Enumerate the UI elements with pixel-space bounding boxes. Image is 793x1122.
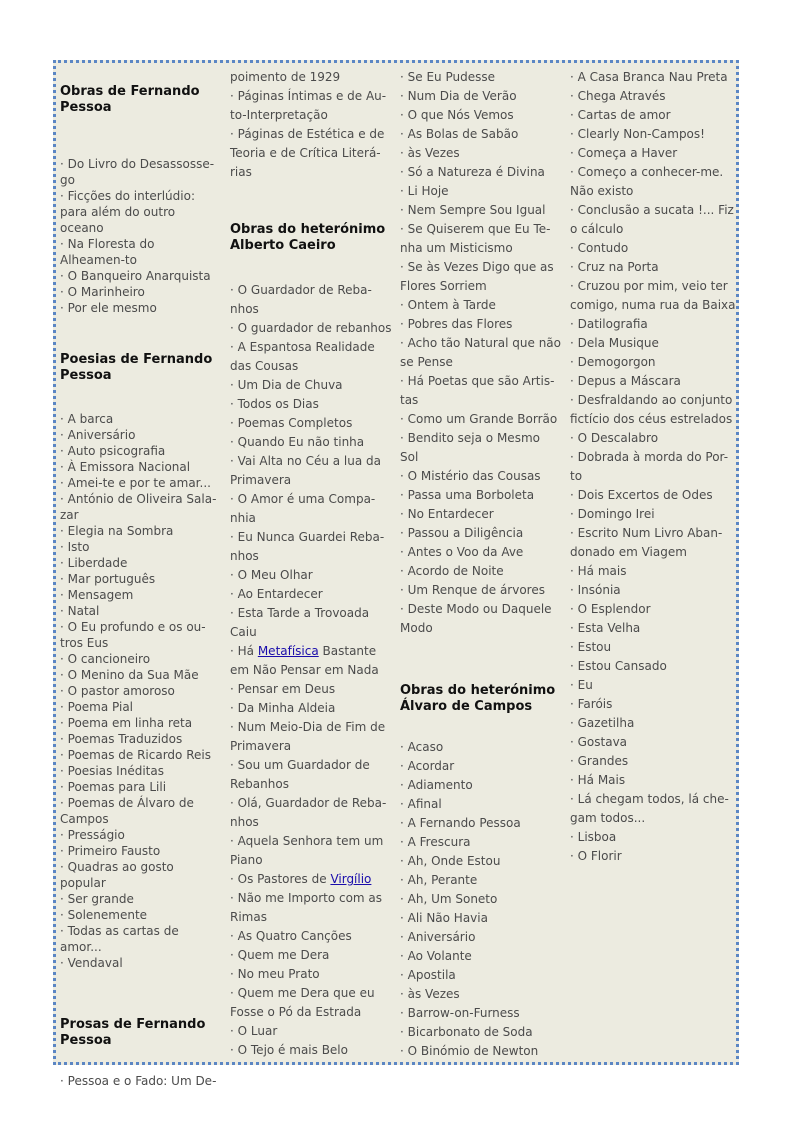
list-item: · O Menino da Sua Mãe bbox=[60, 668, 199, 682]
list-item: · Cartas de amor bbox=[570, 108, 671, 122]
list-item: · Estou bbox=[570, 640, 612, 654]
list-item: · Grandes bbox=[570, 754, 629, 768]
list-item: · O Eu profundo e os ou-tros Eus bbox=[60, 620, 206, 650]
list-item: · Insónia bbox=[570, 583, 621, 597]
list-item: · O pastor amoroso bbox=[60, 684, 175, 698]
list-item: · Começo a conhecer-me. Não existo bbox=[570, 165, 724, 198]
list-item: · Datilografia bbox=[570, 317, 648, 331]
list-item: · Só a Natureza é Divina bbox=[400, 165, 545, 179]
list-item: · Sou um Guardador de Rebanhos bbox=[230, 758, 370, 791]
list-item: · Natal bbox=[60, 604, 100, 618]
list-item: · Os Pastores de Virgílio bbox=[230, 872, 372, 886]
list-item: · Isto bbox=[60, 540, 90, 554]
list-item: · O Banqueiro Anarquista bbox=[60, 269, 211, 283]
list-item: · O Descalabro bbox=[570, 431, 659, 445]
list-item: · O Florir bbox=[570, 849, 622, 863]
list-item: · Nem Sempre Sou Igual bbox=[400, 203, 546, 217]
list-item: · A barca bbox=[60, 412, 114, 426]
list-item: · A Espantosa Realidade das Cousas bbox=[230, 340, 375, 373]
list-item: · Poemas para Lili bbox=[60, 780, 167, 794]
list-item: · Aniversário bbox=[60, 428, 136, 442]
list-item: · Aquela Senhora tem um Piano bbox=[230, 834, 384, 867]
list-item: · Li Hoje bbox=[400, 184, 449, 198]
list-item: · Primeiro Fausto bbox=[60, 844, 161, 858]
list-item: · No Entardecer bbox=[400, 507, 494, 521]
list-item: · Gazetilha bbox=[570, 716, 635, 730]
list-item: · Poemas Completos bbox=[230, 416, 353, 430]
list-item: · Esta Velha bbox=[570, 621, 641, 635]
list-item: · Da Minha Aldeia bbox=[230, 701, 336, 715]
list-item: · Antes o Voo da Ave bbox=[400, 545, 524, 559]
list-item: · Começa a Haver bbox=[570, 146, 678, 160]
list-item: · Bendito seja o Mesmo Sol bbox=[400, 431, 540, 464]
list-item: · Olá, Guardador de Reba-nhos bbox=[230, 796, 387, 829]
list-item: · Desfraldando ao conjunto fictício dos céus estrelados bbox=[570, 393, 733, 426]
list-item: · O Marinheiro bbox=[60, 285, 145, 299]
list-item: · Quem me Dera que eu Fosse o Pó da Estrada bbox=[230, 986, 375, 1019]
list-item: · Lá chegam todos, lá che-gam todos... bbox=[570, 792, 729, 825]
list-item: · O Tejo é mais Belo bbox=[230, 1043, 348, 1057]
column-4 bbox=[570, 68, 736, 866]
list-alberto-caeiro-continued bbox=[400, 68, 562, 638]
list-item: · às Vezes bbox=[400, 146, 460, 160]
list-item: · Afinal bbox=[400, 797, 442, 811]
list-item: · À Emissora Nacional bbox=[60, 460, 191, 474]
list-item: · Um Dia de Chuva bbox=[230, 378, 343, 392]
list-item: · Acordar bbox=[400, 759, 455, 773]
list-item: · A Frescura bbox=[400, 835, 471, 849]
list-item: · Contudo bbox=[570, 241, 629, 255]
list-item: · Esta Tarde a Trovoada Caiu bbox=[230, 606, 370, 639]
heading-prosas-fernando-pessoa: Prosas de Fernando Pessoa bbox=[60, 1017, 206, 1048]
list-item: · O Luar bbox=[230, 1024, 278, 1038]
list-item: · Estou Cansado bbox=[570, 659, 667, 673]
list-item: · Do Livro do Desassosse-go bbox=[60, 157, 215, 187]
list-item: · Páginas de Estética e de Teoria e de Crítica Literá-rias bbox=[230, 127, 385, 179]
list-item: · Mensagem bbox=[60, 588, 134, 602]
list-item: · Presságio bbox=[60, 828, 125, 842]
list-item: · Ficções do interlúdio: para além do outro oceano bbox=[60, 189, 195, 235]
heading-poesias-fernando-pessoa: Poesias de Fernando Pessoa bbox=[60, 352, 213, 383]
list-item: · As Quatro Canções bbox=[230, 929, 352, 943]
list-item: · O Guardador de Reba-nhos bbox=[230, 283, 372, 316]
list-item: · Cruz na Porta bbox=[570, 260, 659, 274]
list-item: · Poema em linha reta bbox=[60, 716, 193, 730]
list-item: · Elegia na Sombra bbox=[60, 524, 174, 538]
list-item: · às Vezes bbox=[400, 987, 460, 1001]
list-item: · Poemas de Ricardo Reis bbox=[60, 748, 211, 762]
column-3 bbox=[400, 68, 562, 1061]
list-item: · Ao Volante bbox=[400, 949, 472, 963]
list-item: · Domingo Irei bbox=[570, 507, 655, 521]
list-item: · Adiamento bbox=[400, 778, 473, 792]
list-alberto-caeiro-a bbox=[230, 281, 392, 642]
list-prosas-fernando-pessoa bbox=[60, 1073, 222, 1089]
list-item: · Dois Excertos de Odes bbox=[570, 488, 713, 502]
list-item: · Poema Pial bbox=[60, 700, 134, 714]
list-item: · Faróis bbox=[570, 697, 613, 711]
list-item: · Um Renque de árvores bbox=[400, 583, 545, 597]
list-item: · Demogorgon bbox=[570, 355, 656, 369]
list-alberto-caeiro-b bbox=[230, 680, 392, 870]
page-frame bbox=[53, 60, 739, 1088]
list-item: · Como um Grande Borrão bbox=[400, 412, 558, 426]
list-item: · Lisboa bbox=[570, 830, 617, 844]
list-item: · Há Poetas que são Artis-tas bbox=[400, 374, 555, 407]
list-item: · Há Mais bbox=[570, 773, 626, 787]
column-2 bbox=[230, 68, 392, 1060]
heading-obras-alvaro-de-campos: Obras do heterónimo Álvaro de Campos bbox=[400, 683, 556, 714]
list-item: · As Bolas de Sabão bbox=[400, 127, 519, 141]
list-item: · Ah, Perante bbox=[400, 873, 478, 887]
list-item: · Liberdade bbox=[60, 556, 128, 570]
list-item: · Se Quiserem que Eu Te-nha um Misticismo bbox=[400, 222, 551, 255]
list-alvaro-de-campos bbox=[400, 738, 562, 1061]
list-item: · Todos os Dias bbox=[230, 397, 319, 411]
list-item: · Ser grande bbox=[60, 892, 134, 906]
heading-obras-alberto-caeiro: Obras do heterónimo Alberto Caeiro bbox=[230, 222, 386, 253]
list-item: · O que Nós Vemos bbox=[400, 108, 514, 122]
list-item: · Escrito Num Livro Aban-donado em Viagem bbox=[570, 526, 723, 559]
list-prosas-continued bbox=[230, 68, 392, 182]
list-item: · Poemas Traduzidos bbox=[60, 732, 183, 746]
list-item: · Ah, Um Soneto bbox=[400, 892, 498, 906]
list-item: · Pensar em Deus bbox=[230, 682, 336, 696]
list-item: · O cancioneiro bbox=[60, 652, 151, 666]
list-item: · Acho tão Natural que não se Pense bbox=[400, 336, 561, 369]
list-item: · A Fernando Pessoa bbox=[400, 816, 521, 830]
column-1 bbox=[60, 84, 222, 1089]
list-item: · Quadras ao gosto popular bbox=[60, 860, 174, 890]
list-item: · Vendaval bbox=[60, 956, 123, 970]
list-item: · A Casa Branca Nau Preta bbox=[570, 70, 728, 84]
list-item: · Passou a Diligência bbox=[400, 526, 524, 540]
list-item: · Apostila bbox=[400, 968, 456, 982]
list-item: · Gostava bbox=[570, 735, 628, 749]
list-obras-fernando-pessoa bbox=[60, 156, 222, 316]
list-item: · Auto psicografia bbox=[60, 444, 166, 458]
list-poesias-fernando-pessoa bbox=[60, 411, 222, 971]
list-item: · Clearly Non-Campos! bbox=[570, 127, 705, 141]
list-alberto-caeiro-c bbox=[230, 889, 392, 1060]
list-item: · Bicarbonato de Soda bbox=[400, 1025, 533, 1039]
list-item: · O Esplendor bbox=[570, 602, 651, 616]
list-item: · Num Dia de Verão bbox=[400, 89, 517, 103]
list-item: · Eu bbox=[570, 678, 593, 692]
list-item: · Cruzou por mim, veio ter comigo, numa rua da Baixa bbox=[570, 279, 736, 312]
list-item: · Quando Eu não tinha bbox=[230, 435, 365, 449]
list-item: · Acordo de Noite bbox=[400, 564, 504, 578]
list-item: poimento de 1929 bbox=[230, 70, 341, 84]
list-item: · Poesias Inéditas bbox=[60, 764, 164, 778]
list-item: · Solenemente bbox=[60, 908, 148, 922]
list-item: · Se às Vezes Digo que as Flores Sorriem bbox=[400, 260, 554, 293]
list-item: · O Amor é uma Compa-nhia bbox=[230, 492, 376, 525]
list-item: · Mar português bbox=[60, 572, 156, 586]
list-item: · O Binómio de Newton bbox=[400, 1044, 539, 1058]
list-item: · Se Eu Pudesse bbox=[400, 70, 495, 84]
list-item: · Vai Alta no Céu a lua da Primavera bbox=[230, 454, 382, 487]
heading-obras-fernando-pessoa: Obras de Fernando Pessoa bbox=[60, 84, 200, 115]
list-item: · O Mistério das Cousas bbox=[400, 469, 541, 483]
list-item: · No meu Prato bbox=[230, 967, 320, 981]
link-metafisica[interactable]: Metafísica bbox=[257, 644, 319, 658]
list-item: · Acaso bbox=[400, 740, 444, 754]
list-item: · O guardador de rebanhos bbox=[230, 321, 392, 335]
list-item: · Dela Musique bbox=[570, 336, 659, 350]
list-item: · Passa uma Borboleta bbox=[400, 488, 535, 502]
list-item: · Há Metafísica Bastante em Não Pensar em Nada bbox=[230, 644, 379, 677]
list-item: · Poemas de Álvaro de Campos bbox=[60, 796, 194, 826]
list-item: · Pessoa e o Fado: Um De- bbox=[60, 1074, 217, 1088]
list-item: · António de Oliveira Sala-zar bbox=[60, 492, 217, 522]
list-item: · Quem me Dera bbox=[230, 948, 330, 962]
list-item: · Ah, Onde Estou bbox=[400, 854, 501, 868]
list-item: · Na Floresta do Alheamen-to bbox=[60, 237, 155, 267]
list-item: · Páginas Íntimas e de Au-to-Interpretação bbox=[230, 89, 387, 122]
link-virgilio[interactable]: Virgílio bbox=[330, 872, 372, 886]
list-item: · Dobrada à morda do Por-to bbox=[570, 450, 729, 483]
list-item: · Por ele mesmo bbox=[60, 301, 157, 315]
list-item: · Eu Nunca Guardei Reba-nhos bbox=[230, 530, 385, 563]
list-item: · Ali Não Havia bbox=[400, 911, 488, 925]
list-item: · Depus a Máscara bbox=[570, 374, 681, 388]
list-item: · Ontem à Tarde bbox=[400, 298, 496, 312]
list-item: · Ao Entardecer bbox=[230, 587, 323, 601]
list-item: · Amei-te e por te amar... bbox=[60, 476, 211, 490]
list-item: · Todas as cartas de amor... bbox=[60, 924, 179, 954]
list-item: · Há mais bbox=[570, 564, 627, 578]
list-item: · Aniversário bbox=[400, 930, 476, 944]
list-item: · Deste Modo ou Daquele Modo bbox=[400, 602, 552, 635]
list-item: · Não me Importo com as Rimas bbox=[230, 891, 383, 924]
list-item: · Barrow-on-Furness bbox=[400, 1006, 520, 1020]
list-item: · Pobres das Flores bbox=[400, 317, 513, 331]
list-item: · Chega Através bbox=[570, 89, 666, 103]
list-item: · Num Meio-Dia de Fim de Primavera bbox=[230, 720, 386, 753]
list-alvaro-de-campos-continued bbox=[570, 68, 736, 866]
list-item: · Conclusão a sucata !... Fiz o cálculo bbox=[570, 203, 734, 236]
list-item: · O Meu Olhar bbox=[230, 568, 313, 582]
